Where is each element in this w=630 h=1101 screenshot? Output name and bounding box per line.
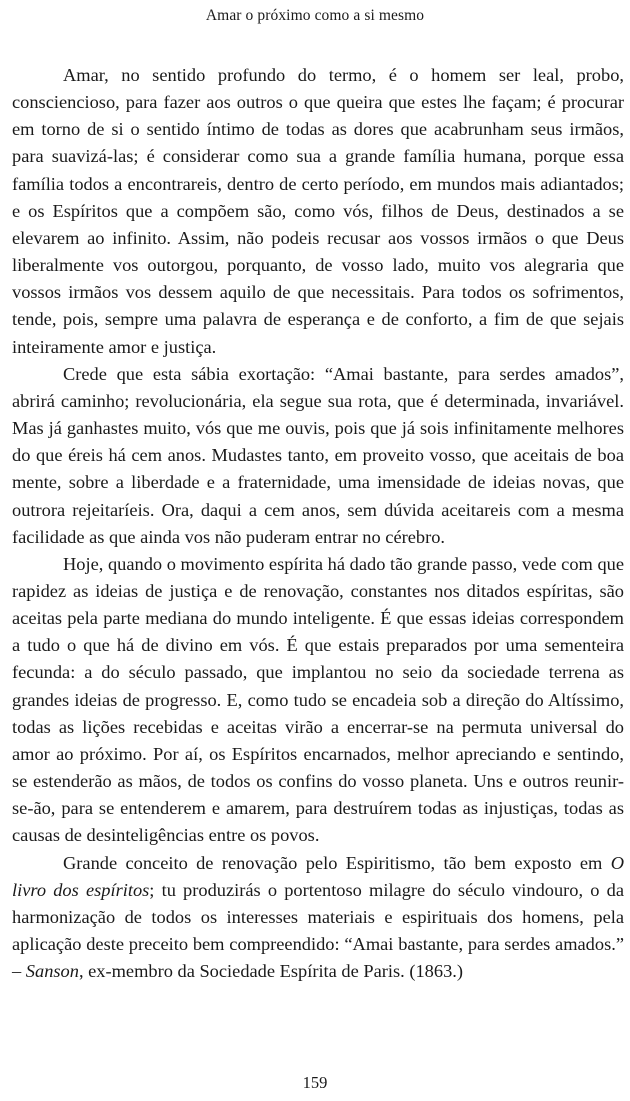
running-header: Amar o próximo como a si mesmo — [205, 7, 425, 24]
body-text — [12, 62, 624, 985]
paragraph-3: Hoje, quando o movimento espírita há dado tão grande passo, vede com que rapidez as ideias de justiça e de renovação, constantes nos ditados espíritas, são aceitas pela parte mediana do mundo inteligente. É que essas ideias correspondem a tudo o que há de divino em vós. É que estais preparados por uma sementeira fecunda: a do século passado, que implantou no seio da sociedade terrena as grandes ideias de progresso. E, como tudo se encadeia sob a direção do Altíssimo, todas as lições recebidas e aceitas virão a encerrar-se na permuta universal do amor ao próximo. Por aí, os Espíritos encarnados, melhor apreciando e sentindo, se estenderão as mãos, de todos os confins do vosso planeta. Uns e outros reunir-se-ão, para se entenderem e amarem, para destruírem todas as injustiças, todas as causas de desinteligências entre os povos. — [12, 553, 624, 846]
paragraph-2: Crede que esta sábia exortação: “Amai bastante, para serdes amados”, abrirá caminho; revolucionária, ela segue sua rota, que é determinada, invariável. Mas já ganhastes muito, vós que me ouvis, pois que já sois infinitamente melhores do que éreis há cem anos. Mudastes tanto, em proveito vosso, que aceitais de boa mente, sobre a liberdade e a fraternidade, uma imensidade de ideias novas, que outrora rejeitaríeis. Ora, daqui a cem anos, sem dúvida aceitareis com a mesma facilidade as que ainda vos não puderam entrar no cérebro. — [12, 363, 624, 547]
book-title: O livro dos espíritos — [12, 852, 624, 900]
paragraph-4 — [12, 850, 624, 986]
paragraph-4-text-a: Grande conceito de renovação pelo Espiritismo, tão bem exposto em — [63, 852, 611, 873]
page-number: 159 — [302, 1073, 328, 1092]
paragraph-4-text-b: ; tu produzirás o portentoso milagre do século vindouro, o da harmonização de todos os interesses materiais e espirituais dos homens, pela aplicação deste preceito bem compreendido: “Amai bastante, para serdes amados.” – — [12, 879, 624, 982]
author-name: Sanson — [25, 961, 79, 982]
paragraph-1: Amar, no sentido profundo do termo, é o homem ser leal, probo, consciencioso, para fazer aos outros o que queira que estes lhe façam; é procurar em torno de si o sentido íntimo de todas as dores que acabrunham seus irmãos, para suavizá-las; é considerar como sua a grande família humana, porque essa família todos a encontrareis, dentro de certo período, em mundos mais adiantados; e os Espíritos que a compõem são, como vós, filhos de Deus, destinados a se elevarem ao infinito. Assim, não podeis recusar aos vossos irmãos o que Deus liberalmente vos outorgou, porquanto, de vosso lado, muito vos alegraria que vossos irmãos vos dessem aquilo de que necessitais. Para todos os sofrimentos, tende, pois, sempre uma palavra de esperança e de conforto, a fim de que sejais inteiramente amor e justiça. — [12, 65, 624, 357]
paragraph-4-text-c: , ex-membro da Sociedade Espírita de Paris. (1863.) — [78, 961, 463, 982]
